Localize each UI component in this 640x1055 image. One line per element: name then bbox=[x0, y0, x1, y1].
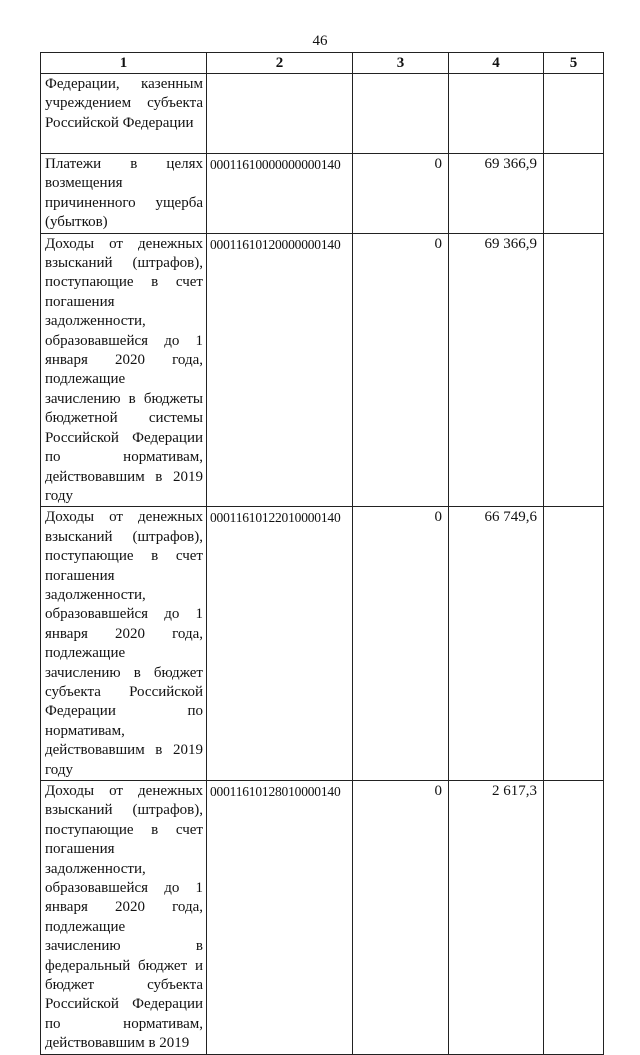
row-description: Платежи в целях возмещения причиненного ущерба (убытков) bbox=[41, 154, 207, 234]
column-header-4: 4 bbox=[449, 53, 544, 74]
row-code: 00011610122010000140 bbox=[207, 507, 353, 781]
column-header-1: 1 bbox=[41, 53, 207, 74]
row-col3: 0 bbox=[353, 781, 449, 1055]
table-row bbox=[41, 233, 604, 507]
column-header-3: 3 bbox=[353, 53, 449, 74]
row-description: Доходы от денежных взысканий (штрафов), поступающие в счет погашения задолженности, образовавшейся до 1 января 2020 года, подлежащие зачислению в бюджеты бюджетной системы Российской Федерации по нормативам, действовавшим в 2019 году bbox=[41, 233, 207, 507]
row-col5 bbox=[544, 74, 604, 154]
row-code bbox=[207, 74, 353, 154]
row-col5 bbox=[544, 507, 604, 781]
row-col3: 0 bbox=[353, 233, 449, 507]
column-header-5: 5 bbox=[544, 53, 604, 74]
table-row bbox=[41, 74, 604, 154]
column-header-2: 2 bbox=[207, 53, 353, 74]
row-col4: 2 617,3 bbox=[449, 781, 544, 1055]
row-description: Доходы от денежных взысканий (штрафов), поступающие в счет погашения задолженности, образовавшейся до 1 января 2020 года, подлежащие зачислению в бюджет субъекта Российской Федерации по нормативам, действовавшим в 2019 году bbox=[41, 507, 207, 781]
row-col5 bbox=[544, 781, 604, 1055]
page-number: 46 bbox=[312, 33, 328, 49]
row-code: 00011610128010000140 bbox=[207, 781, 353, 1055]
row-col3 bbox=[353, 74, 449, 154]
row-col4: 69 366,9 bbox=[449, 233, 544, 507]
table-row bbox=[41, 781, 604, 1055]
row-col5 bbox=[544, 233, 604, 507]
header-row bbox=[41, 53, 604, 74]
row-col5 bbox=[544, 154, 604, 234]
table-row bbox=[41, 154, 604, 234]
row-col4: 69 366,9 bbox=[449, 154, 544, 234]
row-description: Федерации, казенным учреждением субъекта Российской Федерации bbox=[41, 74, 207, 154]
row-col3: 0 bbox=[353, 154, 449, 234]
table-row bbox=[41, 507, 604, 781]
row-code: 00011610120000000140 bbox=[207, 233, 353, 507]
row-col4: 66 749,6 bbox=[449, 507, 544, 781]
row-col4 bbox=[449, 74, 544, 154]
revenue-table bbox=[40, 52, 604, 1055]
row-description: Доходы от денежных взысканий (штрафов), поступающие в счет погашения задолженности, образовавшейся до 1 января 2020 года, подлежащие зачислению в федеральный бюджет и бюджет субъекта Российской Федерации по нормативам, действовавшим в 2019 bbox=[41, 781, 207, 1055]
row-code: 00011610000000000140 bbox=[207, 154, 353, 234]
row-col3: 0 bbox=[353, 507, 449, 781]
